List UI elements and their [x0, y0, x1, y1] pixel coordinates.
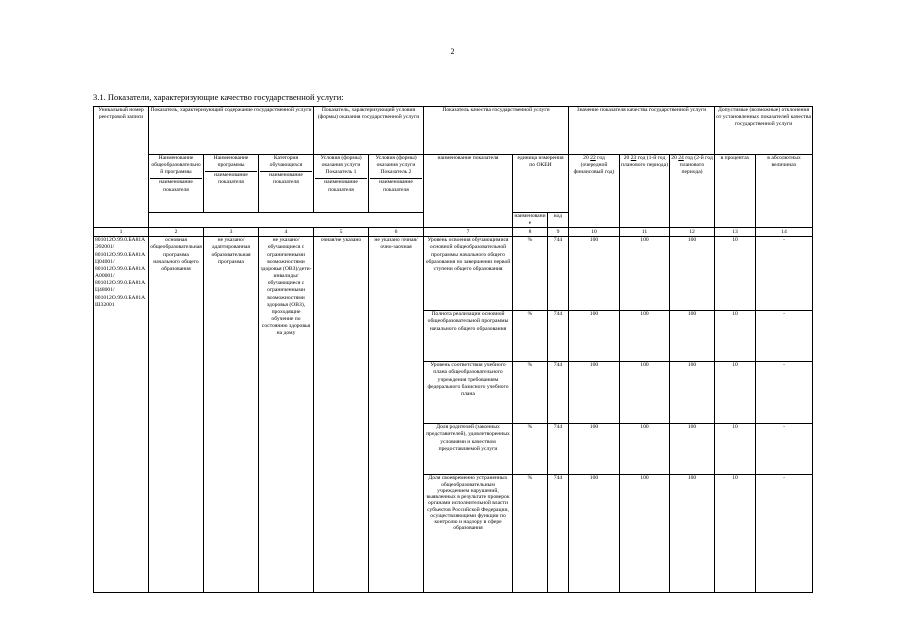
header-year-3: 20 24 год (2-й год планового периода) [670, 155, 715, 228]
deviation-absolute: - [756, 362, 813, 424]
column-number: 11 [620, 228, 670, 237]
deviation-percent: 10 [715, 424, 756, 475]
header-condition-2: Условия (формы) оказания услуги Показатель 2 наименование показателя [369, 155, 424, 213]
deviation-absolute: - [756, 424, 813, 475]
value-year-3: 100 [670, 424, 715, 475]
program-cell: не указано/ адаптированная образовательная программа [204, 237, 259, 593]
deviation-absolute: - [756, 475, 813, 593]
header-quality-value: Значение показателя качества государственной услуги [569, 107, 715, 155]
value-year-2: 100 [620, 362, 670, 424]
quality-indicators-table [93, 106, 813, 593]
page-number: 2 [450, 47, 455, 56]
value-year-2: 100 [620, 475, 670, 593]
value-year-1: 100 [569, 311, 620, 362]
column-number: 2 [149, 228, 204, 237]
value-year-3: 100 [670, 311, 715, 362]
header-allowed-deviation: Допустимые (возможные) отклонения от установленных показателей качества государственной услуги [715, 107, 813, 155]
header-subrow [94, 155, 813, 213]
registry-number-cell: 801012О.99.0.БА81АЭ92001/ 801012О.99.0.БА81АЦ04001/ 801012О.99.0.БА81АА00001/ 801012О.99.0.БА81АЦ48001/ 801012О.99.0.БА81АШ32001 [94, 237, 149, 593]
code-cell: 744 [548, 424, 569, 475]
header-content-indicator: Показатель, характеризующий содержание государственной услуги [149, 107, 314, 155]
value-year-1: 100 [569, 362, 620, 424]
unit-cell: % [513, 362, 548, 424]
indicator-cell: Полнота реализации основной общеобразовательной программы начального общего образования [424, 311, 513, 362]
value-year-2: 100 [620, 237, 670, 311]
header-category: Категория обучающихся наименование показателя [259, 155, 314, 213]
header-in-percent: в процентах [715, 155, 756, 228]
value-year-2: 100 [620, 424, 670, 475]
indicator-cell: Уровень соответствия учебного плана общеобразовательного учреждения требованиям федерального базисного учебного плана [424, 362, 513, 424]
condition-2-cell: не указано /очная/ очно-заочная [369, 237, 424, 593]
column-number: 12 [670, 228, 715, 237]
unit-cell: % [513, 311, 548, 362]
header-condition-1: Условия (формы) оказания услуги Показатель 1 наименование показателя [314, 155, 369, 213]
code-cell: 744 [548, 362, 569, 424]
column-number: 1 [94, 228, 149, 237]
header-row [94, 107, 813, 155]
header-indicator-name: наименование показателя [424, 155, 513, 228]
unit-cell: % [513, 424, 548, 475]
column-number: 10 [569, 228, 620, 237]
header-conditions-indicator: Показатель, характеризующий условия (формы) оказания государственной услуги [314, 107, 424, 155]
header-unit-okei: единица измерения по ОКЕИ [513, 155, 569, 213]
category-cell: не указано/ обучающиеся с ограниченными возможностями здоровья (ОВЗ)/дети-инвалиды/обучающиеся с ограниченными возможностями здоровья (ОВЗ), проходящие обучение по состоянию здоровья на дому [259, 237, 314, 593]
column-number: 7 [424, 228, 513, 237]
header-registry-number: Уникальный номер реестровой записи [94, 107, 149, 228]
deviation-percent: 10 [715, 237, 756, 311]
unit-cell: % [513, 475, 548, 593]
condition-1-cell: очная/не указано [314, 237, 369, 593]
header-program: Наименование программы наименование показателя [204, 155, 259, 213]
code-cell: 744 [548, 237, 569, 311]
code-cell: 744 [548, 475, 569, 593]
value-year-1: 100 [569, 475, 620, 593]
column-number: 6 [369, 228, 424, 237]
header-year-1: 20 22 год (очередной финансовый год) [569, 155, 620, 228]
section-title: 3.1. Показатели, характеризующие качество государственной услуги: [93, 92, 344, 102]
value-year-2: 100 [620, 311, 670, 362]
header-program-name: Наименование общеобразовательной программы наименование показателя [149, 155, 204, 213]
program-name-cell: основная общеобразовательная программа начального общего образования [149, 237, 204, 593]
value-year-3: 100 [670, 475, 715, 593]
header-unit-name: наименование [514, 213, 546, 227]
column-number-row [94, 228, 813, 237]
code-cell: 744 [548, 311, 569, 362]
header-year-2: 20 23 год (1-й год планового периода) [620, 155, 670, 228]
value-year-3: 100 [670, 362, 715, 424]
column-number: 14 [756, 228, 813, 237]
column-number: 5 [314, 228, 369, 237]
value-year-1: 100 [569, 237, 620, 311]
column-number: 3 [204, 228, 259, 237]
deviation-percent: 10 [715, 475, 756, 593]
table-row [94, 237, 813, 311]
value-year-3: 100 [670, 237, 715, 311]
unit-cell: % [513, 237, 548, 311]
column-number: 13 [715, 228, 756, 237]
deviation-percent: 10 [715, 311, 756, 362]
header-unit-code: код [548, 213, 569, 228]
header-in-absolute: в абсолютных величинах [756, 155, 813, 228]
indicator-cell: Уровень освоения обучающимися основной общеобразовательной программы начального общего образования по завершении первой ступени общего образования [424, 237, 513, 311]
column-number: 9 [548, 228, 569, 237]
indicator-cell: Доля своевременно устраненных общеобразовательным учреждением нарушений, выявленных в результате проверок органами исполнительной власти субъектов Российской Федерации, осуществляющими функции по контролю и надзору в сфере образования [424, 475, 513, 593]
value-year-1: 100 [569, 424, 620, 475]
column-number: 4 [259, 228, 314, 237]
deviation-absolute: - [756, 311, 813, 362]
column-number: 8 [513, 228, 548, 237]
indicator-cell: Доля родителей (законных представителей), удовлетворенных условиями и качеством предоставляемой услуги [424, 424, 513, 475]
header-quality-indicator: Показатель качества государственной услуги [424, 107, 569, 155]
deviation-percent: 10 [715, 362, 756, 424]
deviation-absolute: - [756, 237, 813, 311]
